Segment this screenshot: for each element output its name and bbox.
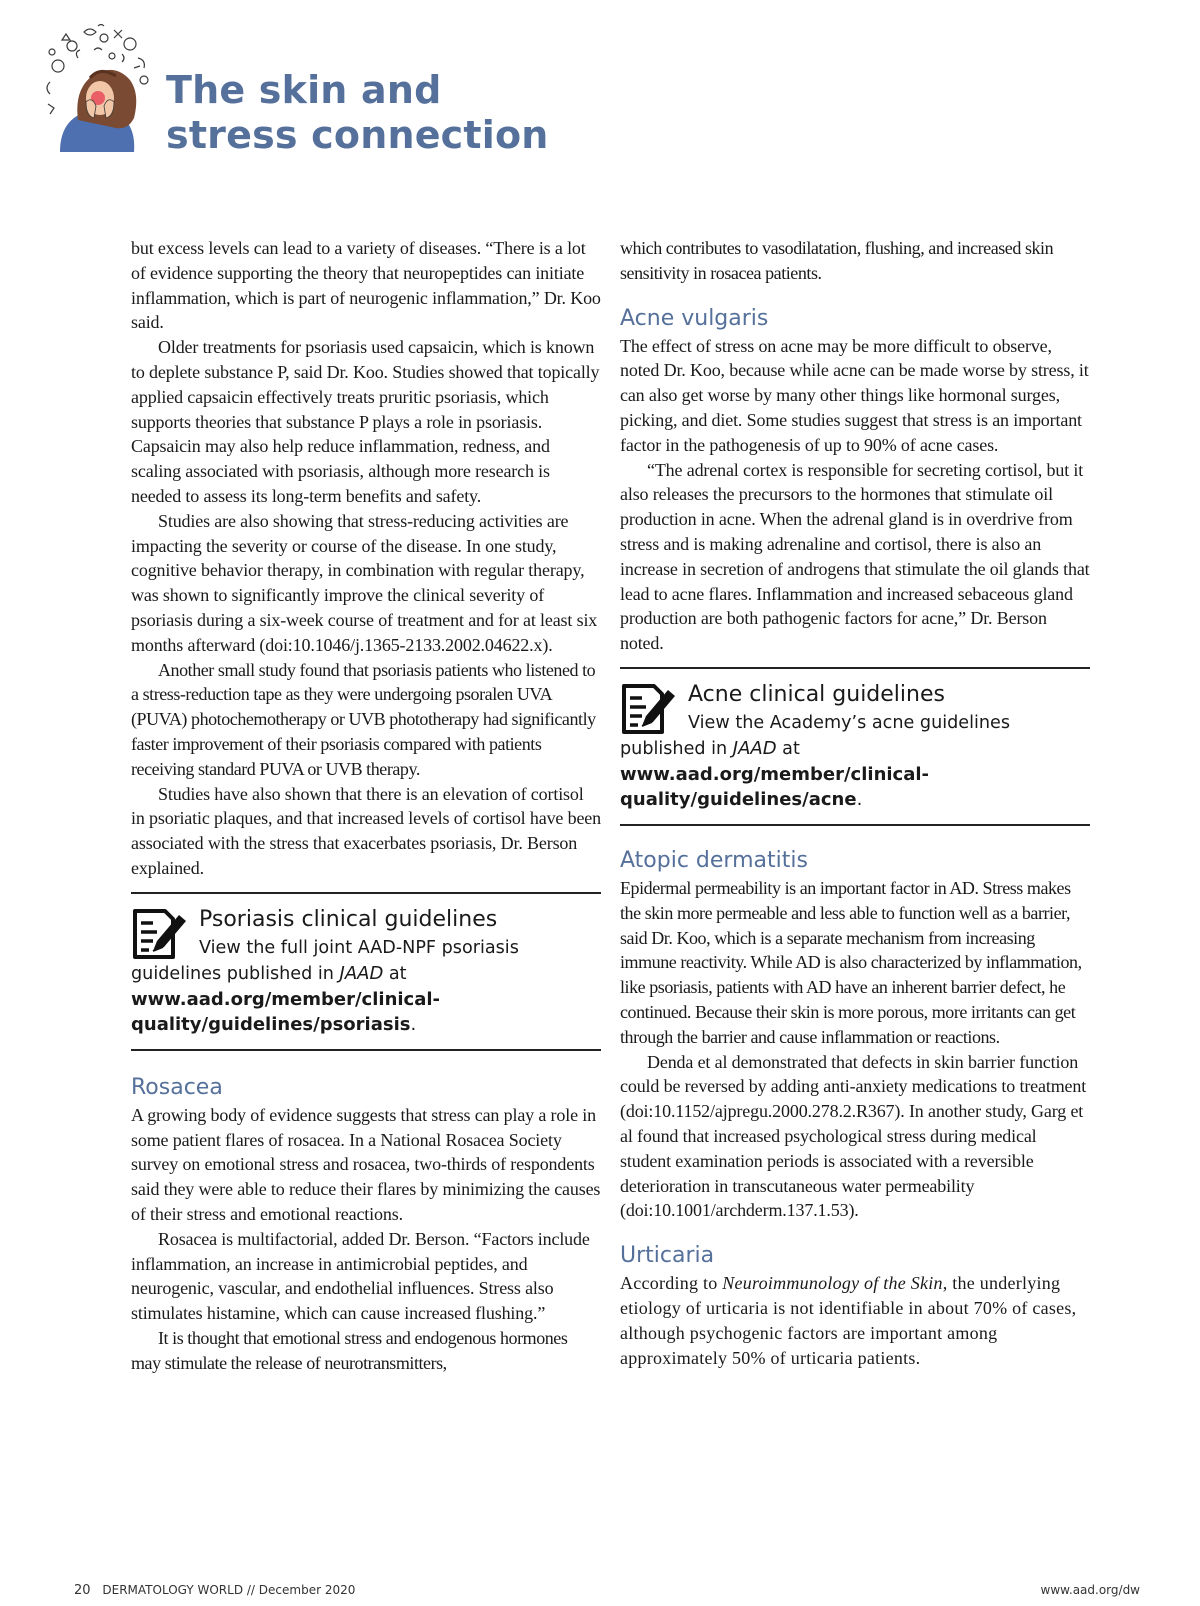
callout-text-at: at (776, 738, 800, 759)
document-pencil-icon (131, 907, 189, 961)
page-title-line-1: The skin and (166, 68, 442, 112)
callout-period: . (856, 788, 863, 810)
page-number: 20 (74, 1583, 91, 1598)
paragraph: Studies have also shown that there is an elevation of cortisol in psoriatic plaques, and that increased levels of cortisol have been associated with the stress that exacerbates psoriasis, Dr. Berson explained. (131, 783, 601, 878)
footer-website[interactable]: www.aad.org/dw (1040, 1583, 1140, 1597)
paragraph: “The adrenal cortex is responsible for secreting cortisol, but it also releases the precursors to the hormones that stimulate oil production in acne. When the adrenal gland is in overdrive from stress and is making adrenaline and cortisol, there is also an increase in secretion of androgens that stimulate the oil glands that lead to acne flares. Inflammation and increased sebaceous gland production are both pathogenic factors for acne,” Dr. Berson noted. (620, 459, 1090, 654)
urticaria-text-before: According to (620, 1273, 723, 1294)
paragraph: The effect of stress on acne may be more difficult to observe, noted Dr. Koo, because while acne can be made worse by stress, it can also get worse by many other things like hormonal surges, picking, and diet. Some studies suggest that stress is an important factor in the pathogenesis of up to 90% of acne cases. (620, 335, 1089, 455)
callout-text: View the full joint AAD-NPF psoriasis guidelines published in (131, 937, 519, 984)
psoriasis-guidelines-callout (131, 892, 601, 1051)
paragraph: It is thought that emotional stress and endogenous hormones may stimulate the release of neurotransmitters, (131, 1327, 568, 1373)
page-title (166, 68, 549, 158)
paragraph: Denda et al demonstrated that defects in skin barrier function could be reversed by adding anti-anxiety medications to treatment (doi:10.1152/ajpregu.2000.278.2.R367). In another study, Garg et al found that increased psychological stress during medical student examination periods is associated with a reversible deterioration in transcutaneous water permeability (doi:10.1001/archderm.137.1.53). (620, 1051, 1087, 1221)
callout-period: . (410, 1013, 417, 1035)
acne-guidelines-callout (620, 667, 1090, 826)
paragraph: Another small study found that psoriasis patients who listened to a stress-reduction tape as they were undergoing psoralen UVA (PUVA) photochemotherapy or UVB phototherapy had significantly faster improvement of their psoriasis compared with patients receiving standard PUVA or UVB therapy. (131, 659, 596, 779)
paragraph: Epidermal permeability is an important factor in AD. Stress makes the skin more permeable and less able to function well as a barrier, said Dr. Koo, which is a separate mechanism from increasing immune reactivity. While AD is also characterized by inflammation, like psoriasis, patients with AD have an inherent barrier defect, he continued. Because their skin is more porous, more irritants can get through the barrier and cause inflammation or reactions. (620, 877, 1082, 1047)
callout-text: View the Academy’s acne guidelines published in (620, 712, 1011, 759)
section-heading-acne: Acne vulgaris (620, 305, 769, 331)
paragraph: Rosacea is multifactorial, added Dr. Berson. “Factors include inflammation, an increase in antimicrobial peptides, and neurogenic, vascular, and endothelial influences. Stress also stimulates histamine, which can cause increased flushing.” (131, 1228, 590, 1324)
psoriasis-guidelines-link[interactable]: www.aad.org/member/clinical-quality/guidelines/psoriasis (131, 988, 441, 1035)
section-heading-rosacea: Rosacea (131, 1074, 223, 1100)
book-title: Neuroimmunology of the Skin (722, 1273, 943, 1294)
page-title-line-2: stress connection (166, 113, 549, 157)
paragraph: which contributes to vasodilatation, flushing, and increased skin sensitivity in rosacea patients. (620, 238, 1054, 283)
journal-name: JAAD (732, 737, 777, 759)
journal-name: JAAD (339, 962, 384, 984)
paragraph (620, 1271, 1090, 1370)
left-column (131, 236, 601, 1375)
document-pencil-icon (620, 682, 678, 736)
stressed-woman-illustration-icon (38, 22, 160, 152)
callout-title: Acne clinical guidelines (688, 681, 945, 707)
callout-title: Psoriasis clinical guidelines (199, 906, 498, 932)
paragraph: A growing body of evidence suggests that stress can play a role in some patient flares of rosacea. In a National Rosacea Society survey on emotional stress and rosacea, two-thirds of respondents said they were able to reduce their flares by minimizing the causes of their stress and emotional reactions. (131, 1104, 601, 1224)
publication-info: DERMATOLOGY WORLD // December 2020 (102, 1583, 356, 1597)
urticaria-text-after: , the underlying etiology of urticaria is not identifiable in about 70% of cases, although psychogenic factors are important among approximately 50% of urticaria patients. (620, 1273, 1077, 1368)
paragraph: but excess levels can lead to a variety of diseases. “There is a lot of evidence supporting the theory that neuropeptides can initiate inflammation, which is part of neurogenic inflammation,” Dr. Koo said. (131, 238, 601, 333)
acne-guidelines-link[interactable]: www.aad.org/member/clinical-quality/guidelines/acne (620, 763, 930, 810)
paragraph: Older treatments for psoriasis used capsaicin, which is known to deplete substance P, said Dr. Koo. Studies showed that topically applied capsaicin effectively treats pruritic psoriasis, which supports theories that substance P plays a role in psoriasis. Capsaicin may also help reduce inflammation, redness, and scaling associated with psoriasis, although more research is needed to assess its long-term benefits and safety. (131, 337, 600, 506)
section-heading-atopic-dermatitis: Atopic dermatitis (620, 847, 808, 873)
footer-left (74, 1583, 355, 1598)
right-column (620, 236, 1090, 1370)
section-heading-urticaria: Urticaria (620, 1243, 715, 1269)
paragraph: Studies are also showing that stress-reducing activities are impacting the severity or course of the disease. In one study, cognitive behavior therapy, in combination with regular therapy, was shown to significantly improve the clinical severity of psoriasis during a six-week course of treatment and for at least six months afterward (doi:10.1046/j.1365-2133.2002.04622.x). (131, 510, 598, 655)
callout-text-at: at (383, 963, 407, 984)
